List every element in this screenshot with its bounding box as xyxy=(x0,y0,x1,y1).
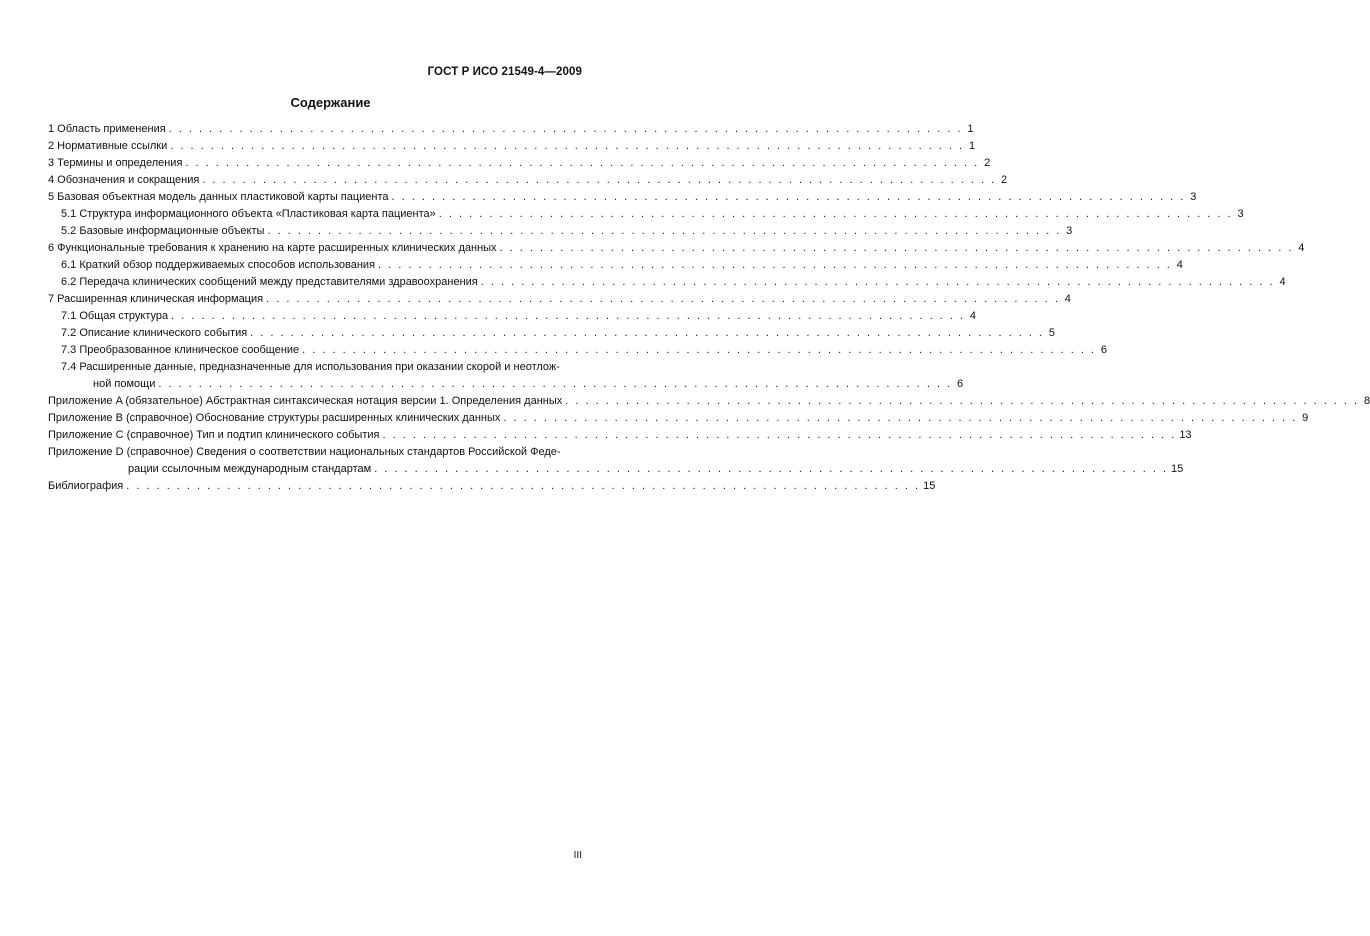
toc-entry-text: 6.2 Передача клинических сообщений между представителями здравоохранения xyxy=(61,276,478,288)
toc-entry[interactable] xyxy=(48,189,1197,206)
toc-leader-dots: . . . . . . . . . . . . . . . . . . . . . . . . . . . . . . . . . . . . . . . . . . . . . . . . . . . . . . . . . . . . . . . . . . . . . . . . . . . . . . . xyxy=(267,225,1062,237)
standard-header: ГОСТ Р ИСО 21549-4—2009 xyxy=(427,66,582,78)
toc-entry-text: 7.2 Описание клинического события xyxy=(61,327,248,339)
toc-page-number: 1 xyxy=(967,123,974,135)
toc-leader-dots: . . . . . . . . . . . . . . . . . . . . . . . . . . . . . . . . . . . . . . . . . . . . . . . . . . . . . . . . . . . . . . . . . . . . . . . . . . . . . . . xyxy=(266,293,1060,305)
toc-entry[interactable] xyxy=(48,444,1184,478)
toc-page-number: 13 xyxy=(1179,429,1192,441)
toc-entry-text: Приложение B (справочное) Обоснование структуры расширенных клинических данных xyxy=(48,412,501,424)
toc-page-number: 8 xyxy=(1363,395,1370,407)
toc-entry[interactable] xyxy=(48,206,1244,223)
toc-entry-text-line1: 7.4 Расширенные данные, предназначенные для использования при оказании скорой и неотлож- xyxy=(61,361,560,373)
toc-entry[interactable] xyxy=(48,410,1309,427)
toc-leader-dots: . . . . . . . . . . . . . . . . . . . . . . . . . . . . . . . . . . . . . . . . . . . . . . . . . . . . . . . . . . . . . . . . . . . . . . . . . . . . . . . xyxy=(378,259,1172,271)
toc-entry-continuation xyxy=(48,461,1184,478)
toc-leader-dots: . . . . . . . . . . . . . . . . . . . . . . . . . . . . . . . . . . . . . . . . . . . . . . . . . . . . . . . . . . . . . . . . . . . . . . . . . . . . . . . xyxy=(391,191,1186,203)
toc-entry[interactable] xyxy=(48,155,991,172)
toc-entry[interactable] xyxy=(48,325,1055,342)
toc-leader-dots: . . . . . . . . . . . . . . . . . . . . . . . . . . . . . . . . . . . . . . . . . . . . . . . . . . . . . . . . . . . . . . . . . . . . . . . . . . . . . . . xyxy=(158,378,953,390)
toc-page-number: 3 xyxy=(1190,191,1197,203)
toc-page-number: 15 xyxy=(1171,463,1184,475)
toc-leader-dots: . . . . . . . . . . . . . . . . . . . . . . . . . . . . . . . . . . . . . . . . . . . . . . . . . . . . . . . . . . . . . . . . . . . . . . . . . . . . . . . xyxy=(499,242,1294,254)
toc-entry-text-line1: Приложение D (справочное) Сведения о соответствии национальных стандартов Российской Феде- xyxy=(48,446,561,458)
toc-entry-continuation xyxy=(61,376,964,393)
toc-entry-text: 7.3 Преобразованное клиническое сообщение xyxy=(61,344,300,356)
toc-leader-dots: . . . . . . . . . . . . . . . . . . . . . . . . . . . . . . . . . . . . . . . . . . . . . . . . . . . . . . . . . . . . . . . . . . . . . . . . . . . . . . . xyxy=(438,208,1233,220)
toc-page-number: 3 xyxy=(1237,208,1244,220)
toc-entry[interactable] xyxy=(48,223,1073,240)
toc-entry[interactable] xyxy=(48,478,936,495)
toc-page-number: 6 xyxy=(957,378,964,390)
toc-entry[interactable] xyxy=(48,172,1008,189)
toc-entry-text: Приложение A (обязательное) Абстрактная синтаксическая нотация версии 1. Определения данных xyxy=(48,395,563,407)
toc-page-number: 4 xyxy=(1298,242,1305,254)
toc-entry[interactable] xyxy=(48,240,1305,257)
toc-entry-text-line2: ной помощи xyxy=(93,378,156,390)
toc-leader-dots: . . . . . . . . . . . . . . . . . . . . . . . . . . . . . . . . . . . . . . . . . . . . . . . . . . . . . . . . . . . . . . . . . . . . . . . . . . . . . . . xyxy=(302,344,1096,356)
page-title: Содержание xyxy=(290,95,371,110)
toc-entry[interactable] xyxy=(48,274,1286,291)
toc-entry[interactable] xyxy=(48,308,976,325)
toc-entry-text: 1 Область применения xyxy=(48,123,166,135)
toc-leader-dots: . . . . . . . . . . . . . . . . . . . . . . . . . . . . . . . . . . . . . . . . . . . . . . . . . . . . . . . . . . . . . . . . . . . . . . . . . . . . . . . xyxy=(565,395,1360,407)
toc-leader-dots: . . . . . . . . . . . . . . . . . . . . . . . . . . . . . . . . . . . . . . . . . . . . . . . . . . . . . . . . . . . . . . . . . . . . . . . . . . . . . . . xyxy=(382,429,1177,441)
toc-entry[interactable] xyxy=(48,427,1192,444)
toc-entry[interactable] xyxy=(48,393,1370,410)
toc-page-number: 5 xyxy=(1048,327,1055,339)
toc-leader-dots: . . . . . . . . . . . . . . . . . . . . . . . . . . . . . . . . . . . . . . . . . . . . . . . . . . . . . . . . . . . . . . . . . . . . . . . . . . . . . . . xyxy=(250,327,1044,339)
toc-entry-text: 6.1 Краткий обзор поддерживаемых способов использования xyxy=(61,259,376,271)
toc-leader-dots: . . . . . . . . . . . . . . . . . . . . . . . . . . . . . . . . . . . . . . . . . . . . . . . . . . . . . . . . . . . . . . . . . . . . . . . . . . . . . . . xyxy=(168,123,963,135)
toc-page-number: 2 xyxy=(984,157,991,169)
page-number-footer: III xyxy=(573,850,582,861)
toc-page-number: 2 xyxy=(1001,174,1008,186)
toc-entry[interactable] xyxy=(48,257,1183,274)
toc-page-number: 4 xyxy=(1176,259,1183,271)
toc-page-number: 3 xyxy=(1066,225,1073,237)
toc-entry[interactable] xyxy=(48,359,964,393)
toc-leader-dots: . . . . . . . . . . . . . . . . . . . . . . . . . . . . . . . . . . . . . . . . . . . . . . . . . . . . . . . . . . . . . . . . . . . . . . . . . . . . . . . xyxy=(126,480,921,492)
toc-entry[interactable] xyxy=(48,291,1071,308)
toc-entry-text: 3 Термины и определения xyxy=(48,157,183,169)
toc-leader-dots: . . . . . . . . . . . . . . . . . . . . . . . . . . . . . . . . . . . . . . . . . . . . . . . . . . . . . . . . . . . . . . . . . . . . . . . . . . . . . . . xyxy=(185,157,980,169)
toc-entry-text: 7.1 Общая структура xyxy=(61,310,169,322)
toc-page-number: 1 xyxy=(968,140,976,152)
toc-entry-text: 4 Обозначения и сокращения xyxy=(48,174,200,186)
toc-page-number: 9 xyxy=(1302,412,1309,424)
toc-leader-dots: . . . . . . . . . . . . . . . . . . . . . . . . . . . . . . . . . . . . . . . . . . . . . . . . . . . . . . . . . . . . . . . . . . . . . . . . . . . . . . . xyxy=(374,463,1169,475)
toc-entry-text-line2: рации ссылочным международным стандартам xyxy=(128,463,372,475)
toc-page-number: 4 xyxy=(1064,293,1071,305)
toc-entry-text: 5.2 Базовые информационные объекты xyxy=(61,225,265,237)
toc-page-number: 4 xyxy=(1279,276,1286,288)
toc-entry-text: 5 Базовая объектная модель данных пластиковой карты пациента xyxy=(48,191,389,203)
toc-page-number: 6 xyxy=(1100,344,1107,356)
toc-leader-dots: . . . . . . . . . . . . . . . . . . . . . . . . . . . . . . . . . . . . . . . . . . . . . . . . . . . . . . . . . . . . . . . . . . . . . . . . . . . . . . . xyxy=(503,412,1298,424)
toc-entry-text: 2 Нормативные ссылки xyxy=(48,140,168,152)
toc-entry[interactable] xyxy=(48,138,976,155)
toc-entry-text: 6 Функциональные требования к хранению на карте расширенных клинических данных xyxy=(48,242,497,254)
toc-entry[interactable] xyxy=(48,121,974,138)
toc-page-number: 4 xyxy=(969,310,976,322)
toc-entry[interactable] xyxy=(48,342,1107,359)
toc-entry-text: 5.1 Структура информационного объекта «Пластиковая карта пациента» xyxy=(61,208,436,220)
toc-leader-dots: . . . . . . . . . . . . . . . . . . . . . . . . . . . . . . . . . . . . . . . . . . . . . . . . . . . . . . . . . . . . . . . . . . . . . . . . . . . . . . . xyxy=(202,174,997,186)
toc-leader-dots: . . . . . . . . . . . . . . . . . . . . . . . . . . . . . . . . . . . . . . . . . . . . . . . . . . . . . . . . . . . . . . . . . . . . . . . . . . . . . . . xyxy=(171,310,965,322)
toc-leader-dots: . . . . . . . . . . . . . . . . . . . . . . . . . . . . . . . . . . . . . . . . . . . . . . . . . . . . . . . . . . . . . . . . . . . . . . . . . . . . . . . xyxy=(170,140,965,152)
toc-entry-text: Приложение C (справочное) Тип и подтип клинического события xyxy=(48,429,380,441)
toc-entry-text: Библиография xyxy=(48,480,124,492)
toc-leader-dots: . . . . . . . . . . . . . . . . . . . . . . . . . . . . . . . . . . . . . . . . . . . . . . . . . . . . . . . . . . . . . . . . . . . . . . . . . . . . . . . xyxy=(480,276,1275,288)
toc-entry-text: 7 Расширенная клиническая информация xyxy=(48,293,264,305)
table-of-contents xyxy=(48,121,1370,495)
toc-page-number: 15 xyxy=(923,480,936,492)
